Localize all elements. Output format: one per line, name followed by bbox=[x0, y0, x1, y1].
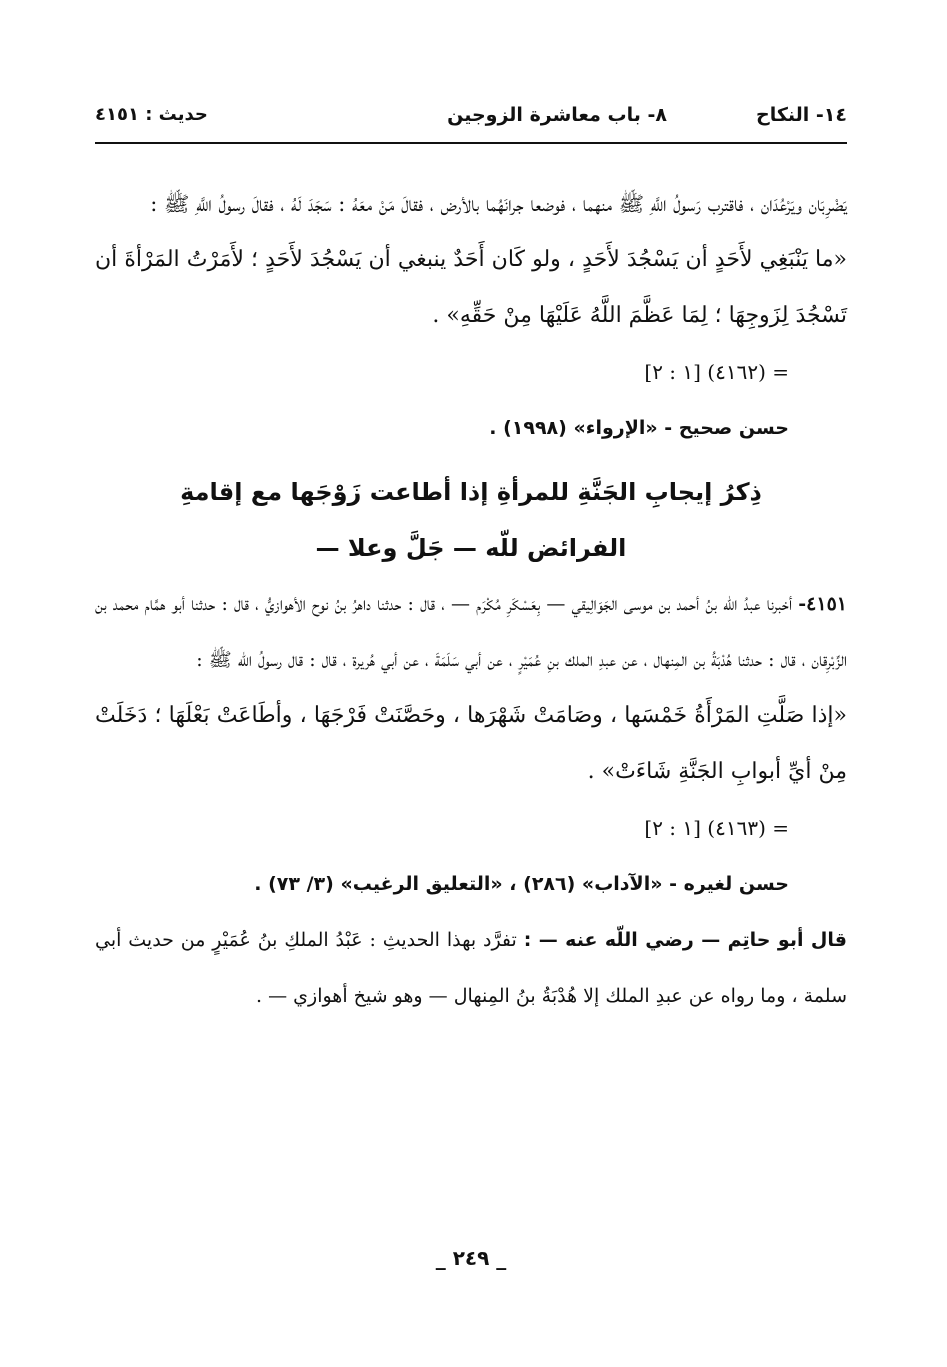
commentary-lead: قال أبو حاتِم — رضي اللّه عنه — : bbox=[523, 929, 847, 951]
hadith-cross-ref-1: = (٤١٦٢) [١ : ٢] bbox=[644, 360, 789, 384]
chapter-heading-line-1: ذِكرُ إيجابِ الجَنَّةِ للمرأةِ إذا أطاعت زَوْجَها مع إقامةِ bbox=[180, 478, 762, 506]
grading-2: حسن لغيره - «الآداب» (٢٨٦) ، «التعليق الرغيب» (٣/ ٧٣) . bbox=[254, 873, 789, 895]
running-header bbox=[95, 96, 847, 144]
paragraph-narrative: يَضْرِبَان ويَرْعُدَان ، فاقترب رَسولُ اللَّهِ ﷺ منهما ، فوضعا جرانَهُما بالأرض ، فقالَ مَنْ معَهُ : سَجَدَ لَهُ ، فقالَ رسولُ اللَّهِ ﷺ : bbox=[150, 192, 847, 216]
header-book-title: ١٤- النكاح bbox=[756, 104, 847, 126]
isnad-paragraph bbox=[95, 576, 847, 688]
header-chapter-title: ٨- باب معاشرة الزوجين bbox=[447, 104, 667, 126]
commentary-text: تفرَّد بهذا الحديثِ : عَبْدُ الملكِ بنُ عُمَيْرٍ من حديث أبي سلمة ، وما رواه عن عبدِ الملك إلا هُدْبَةُ بنُ المِنهال — وهو شيخ أهوازي — . bbox=[95, 929, 847, 1007]
page-content bbox=[95, 176, 847, 1024]
isnad-text: أخبرنا عبدُ اللّه بنُ أحمد بن موسى الجَوَالِيقي — بِعَسْكَرِ مُكْرَم — ، قال : حدثنا داهرُ بنُ نوح الأهوازيُّ ، قال : حدثنا أبو همَّام محمد بن الزِّبْرِقان ، قال : حدثنا هُدْبَةُ بن المِنهال ، عن عبدِ الملك بنِ عُمَيْرٍ ، عن أبي سَلَمَةَ ، عن أبي هُريرة ، قال : قال رسولُ اللّه ﷺ : bbox=[95, 593, 847, 671]
chapter-heading-line-2: الفرائض للّه — جَلَّ وعلا — bbox=[315, 534, 627, 562]
page-number: _ ٢٤٩ _ bbox=[435, 1246, 507, 1270]
hadith-text-2: «إذا صَلَّتِ المَرْأَةُ خَمْسَها ، وصَامَتْ شَهْرَها ، وحَصَّنَتْ فَرْجَهَا ، وأطَاعَتْ بَعْلَهَا ؛ دَخَلَتْ مِنْ أيِّ أبوابِ الجَنَّةِ شَاءَتْ» . bbox=[95, 703, 847, 784]
hadith-cross-ref-2: = (٤١٦٣) [١ : ٢] bbox=[644, 816, 789, 840]
hadith-text-1: «ما يَنْبَغِي لأَحَدٍ أن يَسْجُدَ لأَحَدٍ ، ولو كَان أَحَدٌ ينبغي أن يَسْجُدَ لأَحَدٍ ؛ لأَمَرْتُ المَرْأةَ أن تَسْجُدَ لِزَوجِهَا ؛ لِمَا عَظَّمَ اللَّهُ عَلَيْهَا مِنْ حَقِّهِ» . bbox=[95, 247, 847, 328]
book-page bbox=[95, 96, 847, 1296]
grading-1: حسن صحيح - «الإرواء» (١٩٩٨) . bbox=[489, 417, 789, 439]
header-hadith-ref: حديث : ٤١٥١ bbox=[95, 104, 208, 125]
hadith-number: ٤١٥١- bbox=[798, 593, 847, 615]
commentary-paragraph bbox=[95, 912, 847, 1024]
